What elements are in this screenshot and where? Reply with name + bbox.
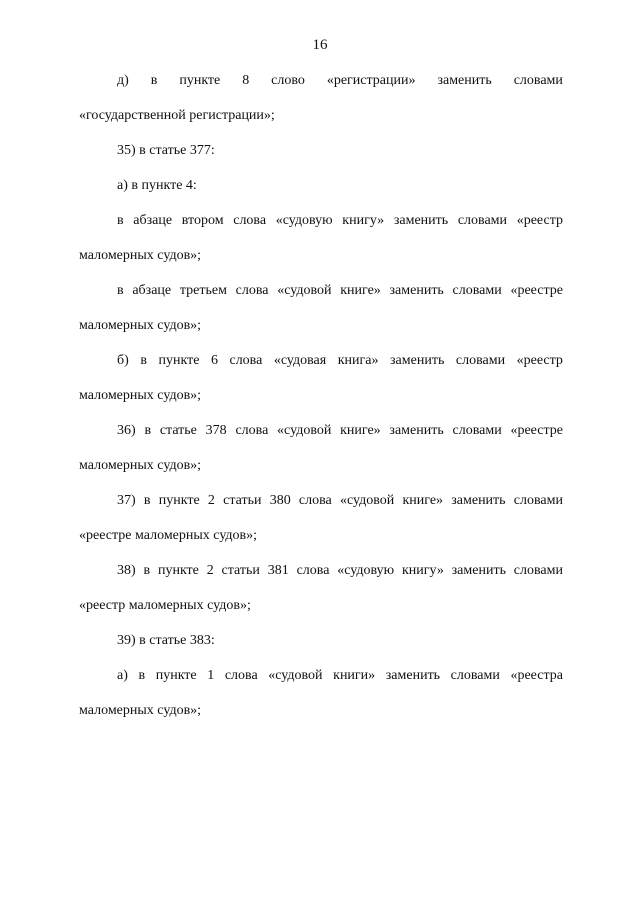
word: словами [457,213,508,228]
word: «судовой [339,493,395,508]
word: в [150,73,158,88]
text-line: маломерных судов»; [79,318,202,333]
word: заменить [393,213,449,228]
word: в [117,283,124,298]
paragraph [79,632,563,649]
text-line [79,282,563,299]
word: абзаце [133,213,173,228]
word: в [140,353,147,368]
paragraph [79,422,563,474]
word: в [143,563,151,578]
word: пункте [157,563,199,578]
paragraph [79,282,563,334]
word: статьи [221,563,260,578]
word: книге» [340,423,381,438]
word: в [117,213,124,228]
word: 378 [205,423,227,438]
word: слова [296,563,330,578]
text-line: маломерных судов»; [79,703,202,718]
word: 8 [242,73,250,88]
word: в [138,668,146,683]
word: 36) [117,423,136,438]
word: пункте [179,73,221,88]
paragraph [79,212,563,264]
text-line: маломерных судов»; [79,248,202,263]
word: книга» [337,353,379,368]
word: 6 [210,353,218,368]
word: слова [235,423,269,438]
text-line [79,72,563,89]
word: б) [117,353,129,368]
word: пункте [158,493,200,508]
paragraph [79,667,563,719]
word: словами [455,353,506,368]
word: в [144,423,152,438]
word: слова [298,493,332,508]
word: заменить [451,493,506,508]
word: словами [513,493,563,508]
word: д) [117,73,129,88]
text-line: маломерных судов»; [79,388,202,403]
word: «судовой [268,668,323,683]
word: заменить [437,73,492,88]
text-line: 39) в статье 383: [117,633,215,648]
word: слова [229,353,263,368]
word: а) [117,668,128,683]
word: в [143,493,151,508]
word: книге» [340,283,381,298]
word: книгу» [401,563,444,578]
word: 1 [207,668,215,683]
word: 38) [117,563,136,578]
word: 380 [269,493,291,508]
word: слова [224,668,258,683]
word: «реестре [510,423,563,438]
word: словами [452,283,502,298]
word: втором [181,213,224,228]
word: третьем [179,283,227,298]
text-line: «государственной регистрации»; [79,108,275,123]
paragraph [79,492,563,544]
word: 381 [267,563,289,578]
paragraph [79,72,563,124]
word: пункте [155,668,197,683]
word: заменить [385,668,441,683]
word: «реестра [510,668,563,683]
text-line [79,492,563,509]
paragraph [79,562,563,614]
word: слово [271,73,305,88]
word: книгу» [342,213,385,228]
word: словами [513,563,563,578]
word: книги» [333,668,376,683]
word: словами [513,73,563,88]
word: книге» [402,493,444,508]
word: статьи [223,493,262,508]
text-line: а) в пункте 4: [117,178,197,193]
word: «судовой [277,283,332,298]
word: заменить [389,423,444,438]
text-line [79,352,563,369]
word: «судовой [277,423,332,438]
text-line [79,667,563,684]
word: «судовая [273,353,327,368]
text-line [79,212,563,229]
word: абзаце [132,283,172,298]
word: 2 [207,493,215,508]
text-line [79,562,563,579]
word: слова [235,283,269,298]
text-line: маломерных судов»; [79,458,202,473]
text-line [79,422,563,439]
word: заменить [451,563,506,578]
word: статье [159,423,197,438]
word: 2 [206,563,214,578]
word: слова [233,213,267,228]
page-number: 16 [312,37,328,53]
document-body [79,72,563,737]
word: «судовую [275,213,333,228]
word: «реестр [516,353,563,368]
paragraph [79,352,563,404]
word: словами [452,423,502,438]
word: заменить [390,353,445,368]
text-line: «реестр маломерных судов»; [79,598,251,613]
text-line: 35) в статье 377: [117,143,215,158]
word: «судовую [337,563,395,578]
word: словами [450,668,500,683]
word: 37) [117,493,136,508]
paragraph [79,142,563,159]
word: «реестре [510,283,563,298]
word: «реестр [516,213,563,228]
word: пункте [158,353,200,368]
word: «регистрации» [326,73,416,88]
paragraph [79,177,563,194]
text-line: «реестре маломерных судов»; [79,528,258,543]
word: заменить [389,283,444,298]
